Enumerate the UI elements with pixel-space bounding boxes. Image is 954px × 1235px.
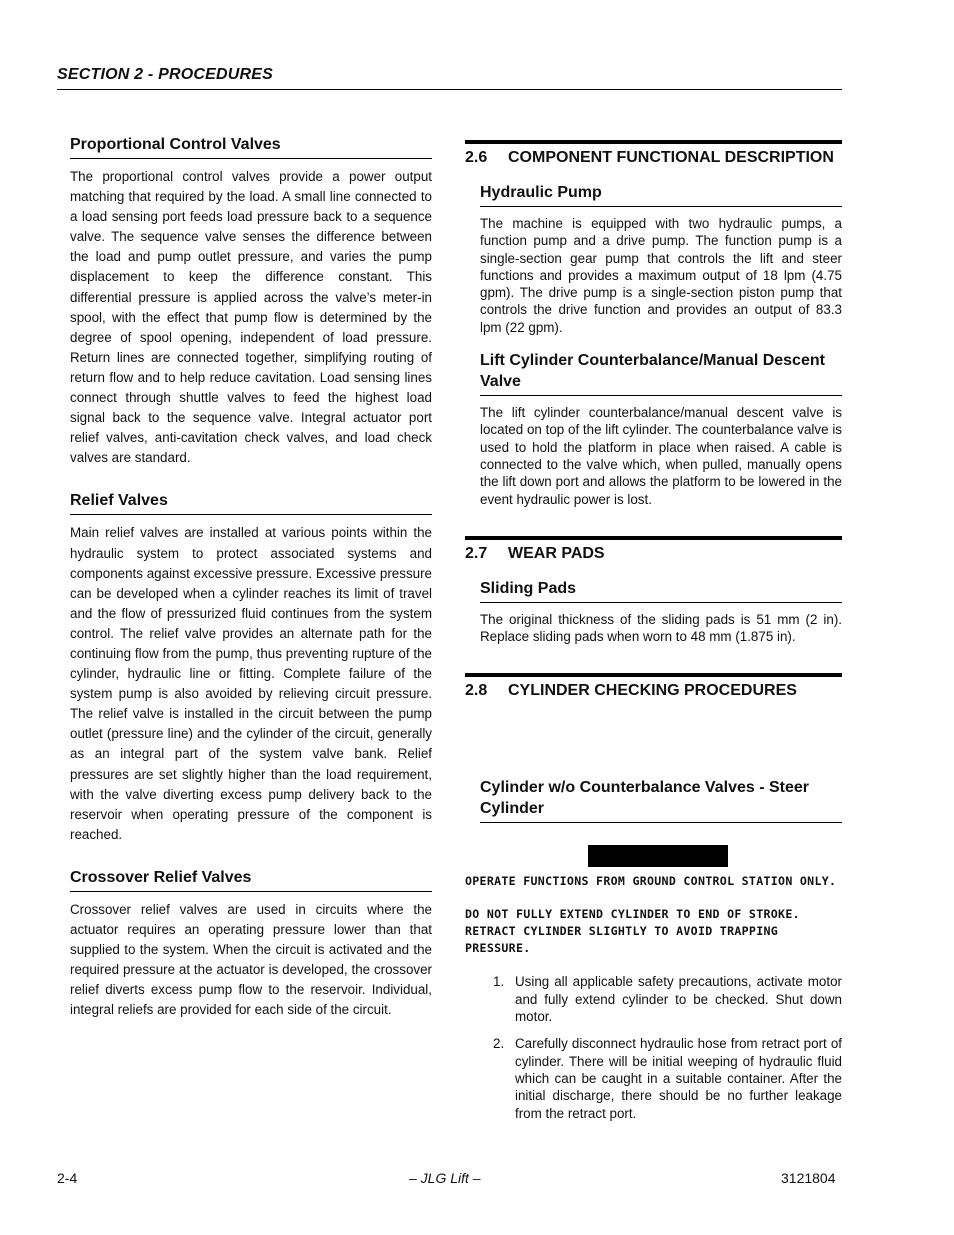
relief-valves-heading: Relief Valves bbox=[70, 490, 432, 515]
section-number: 2.8 bbox=[465, 682, 488, 700]
list-item bbox=[465, 973, 842, 1025]
crossover-relief-heading: Crossover Relief Valves bbox=[70, 867, 432, 892]
page-number: 2-4 bbox=[57, 1170, 78, 1186]
lift-cylinder-heading: Lift Cylinder Counterbalance/Manual Descent Valve bbox=[480, 350, 842, 396]
crossover-relief-text: Crossover relief valves are used in circuits where the actuator requires an operating pressure lower than that supplied to the system. When the circuit is activated and the required pressure at the actuator is developed, the crossover relief diverts excess pump flow to the reservoir. Individual, integral reliefs are provided for each side of the circuit. bbox=[70, 901, 432, 1018]
sliding-pads-text: The original thickness of the sliding pads is 51 mm (2 in). Replace sliding pads when worn to 48 mm (1.875 in). bbox=[480, 611, 842, 645]
hydraulic-pump-heading: Hydraulic Pump bbox=[480, 182, 842, 207]
proportional-valves-text: The proportional control valves provide a power output matching that required by the load. A small line connected to a load sensing port feeds load pressure back to a sequence valve. The sequence valve senses the difference between the load and pump outlet pressure, and varies the pump displacement to keep the difference constant. This differential pressure is applied across the valve’s meter-in spool, with the effect that pump flow is determined by the degree of spool opening, independent of load pressure. Return lines are connected together, simplifying routing of return flow and to help reduce cavitation. Load sensing lines connect through shuttle valves to feed the highest load signal back to the sequence valve. Integral actuator port relief valves, anti-cavitation check valves, and load check valves are standard. bbox=[70, 169, 432, 466]
procedure-steps bbox=[465, 973, 842, 1121]
caution-text-2: DO NOT FULLY EXTEND CYLINDER TO END OF STROKE. RETRACT CYLINDER SLIGHTLY TO AVOID TRAPPING PRESSURE. bbox=[465, 907, 800, 956]
section-2-7-heading bbox=[465, 536, 842, 564]
lift-cylinder-text: The lift cylinder counterbalance/manual descent valve is located on top of the lift cylinder. The counterbalance valve is used to hold the platform in place when raised. A cable is connected to the valve which, when pulled, manually opens the lift down port and allows the platform to be lowered in the event hydraulic power is lost. bbox=[480, 405, 842, 507]
step-text: Carefully disconnect hydraulic hose from retract port of cylinder. There will be initial weeping of hydraulic fluid which can be caught in a suitable container. After the initial discharge, there should be no further leakage from the retract port. bbox=[515, 1036, 842, 1121]
relief-valves-text: Main relief valves are installed at various points within the hydraulic system to protect associated systems and components against excessive pressure. Excessive pressure can be developed when a cylinder reaches its limit of travel and the flow of pressurized fluid continues from the system control. The relief valve provides an alternate path for the continuing flow from the pump, thus preventing rupture of the cylinder, hydraulic line or fitting. Complete failure of the system pump is also avoided by relieving circuit pressure. The relief valve is installed in the circuit between the pump outlet (pressure line) and the cylinder of the circuit, generally as an integral part of the system valve bank. Relief pressures are set slightly higher than the load requirement, with the valve diverting excess pump delivery back to the reservoir when operating pressure of the component is reached. bbox=[70, 525, 432, 842]
step-text: Using all applicable safety precautions, activate motor and fully extend cylinder to be checked. Shut down motor. bbox=[515, 974, 842, 1025]
section-number: 2.6 bbox=[465, 149, 488, 166]
caution-text-1: OPERATE FUNCTIONS FROM GROUND CONTROL STATION ONLY. bbox=[465, 874, 837, 889]
sliding-pads-heading: Sliding Pads bbox=[480, 578, 842, 603]
section-2-6-heading bbox=[465, 140, 842, 168]
list-item bbox=[465, 1035, 842, 1121]
right-column bbox=[465, 140, 842, 1122]
left-column bbox=[70, 134, 432, 1020]
section-number: 2.7 bbox=[465, 544, 488, 562]
proportional-valves-heading: Proportional Control Valves bbox=[70, 134, 432, 159]
section-title: WEAR PADS bbox=[508, 544, 605, 562]
caution-banner bbox=[588, 845, 728, 867]
hydraulic-pump-text: The machine is equipped with two hydraulic pumps, a function pump and a drive pump. The function pump is a single-section gear pump that controls the lift and steer functions and provides a maximum output of 18 lpm (4.75 gpm). The drive pump is a single-section piston pump that controls the drive function and provides an output of 83.3 lpm (22 gpm). bbox=[480, 216, 842, 335]
step-number: 2. bbox=[493, 1036, 505, 1052]
document-number: 3121804 bbox=[781, 1170, 836, 1186]
steer-cylinder-heading: Cylinder w/o Counterbalance Valves - Steer Cylinder bbox=[480, 777, 842, 823]
step-number: 1. bbox=[493, 974, 505, 990]
header-rule bbox=[57, 89, 842, 90]
footer-brand: – JLG Lift – bbox=[409, 1170, 481, 1186]
section-header: SECTION 2 - PROCEDURES bbox=[57, 66, 273, 83]
section-title: CYLINDER CHECKING PROCEDURES bbox=[508, 682, 797, 700]
section-title: COMPONENT FUNCTIONAL DESCRIPTION bbox=[508, 149, 834, 166]
section-2-8-heading bbox=[465, 673, 842, 701]
